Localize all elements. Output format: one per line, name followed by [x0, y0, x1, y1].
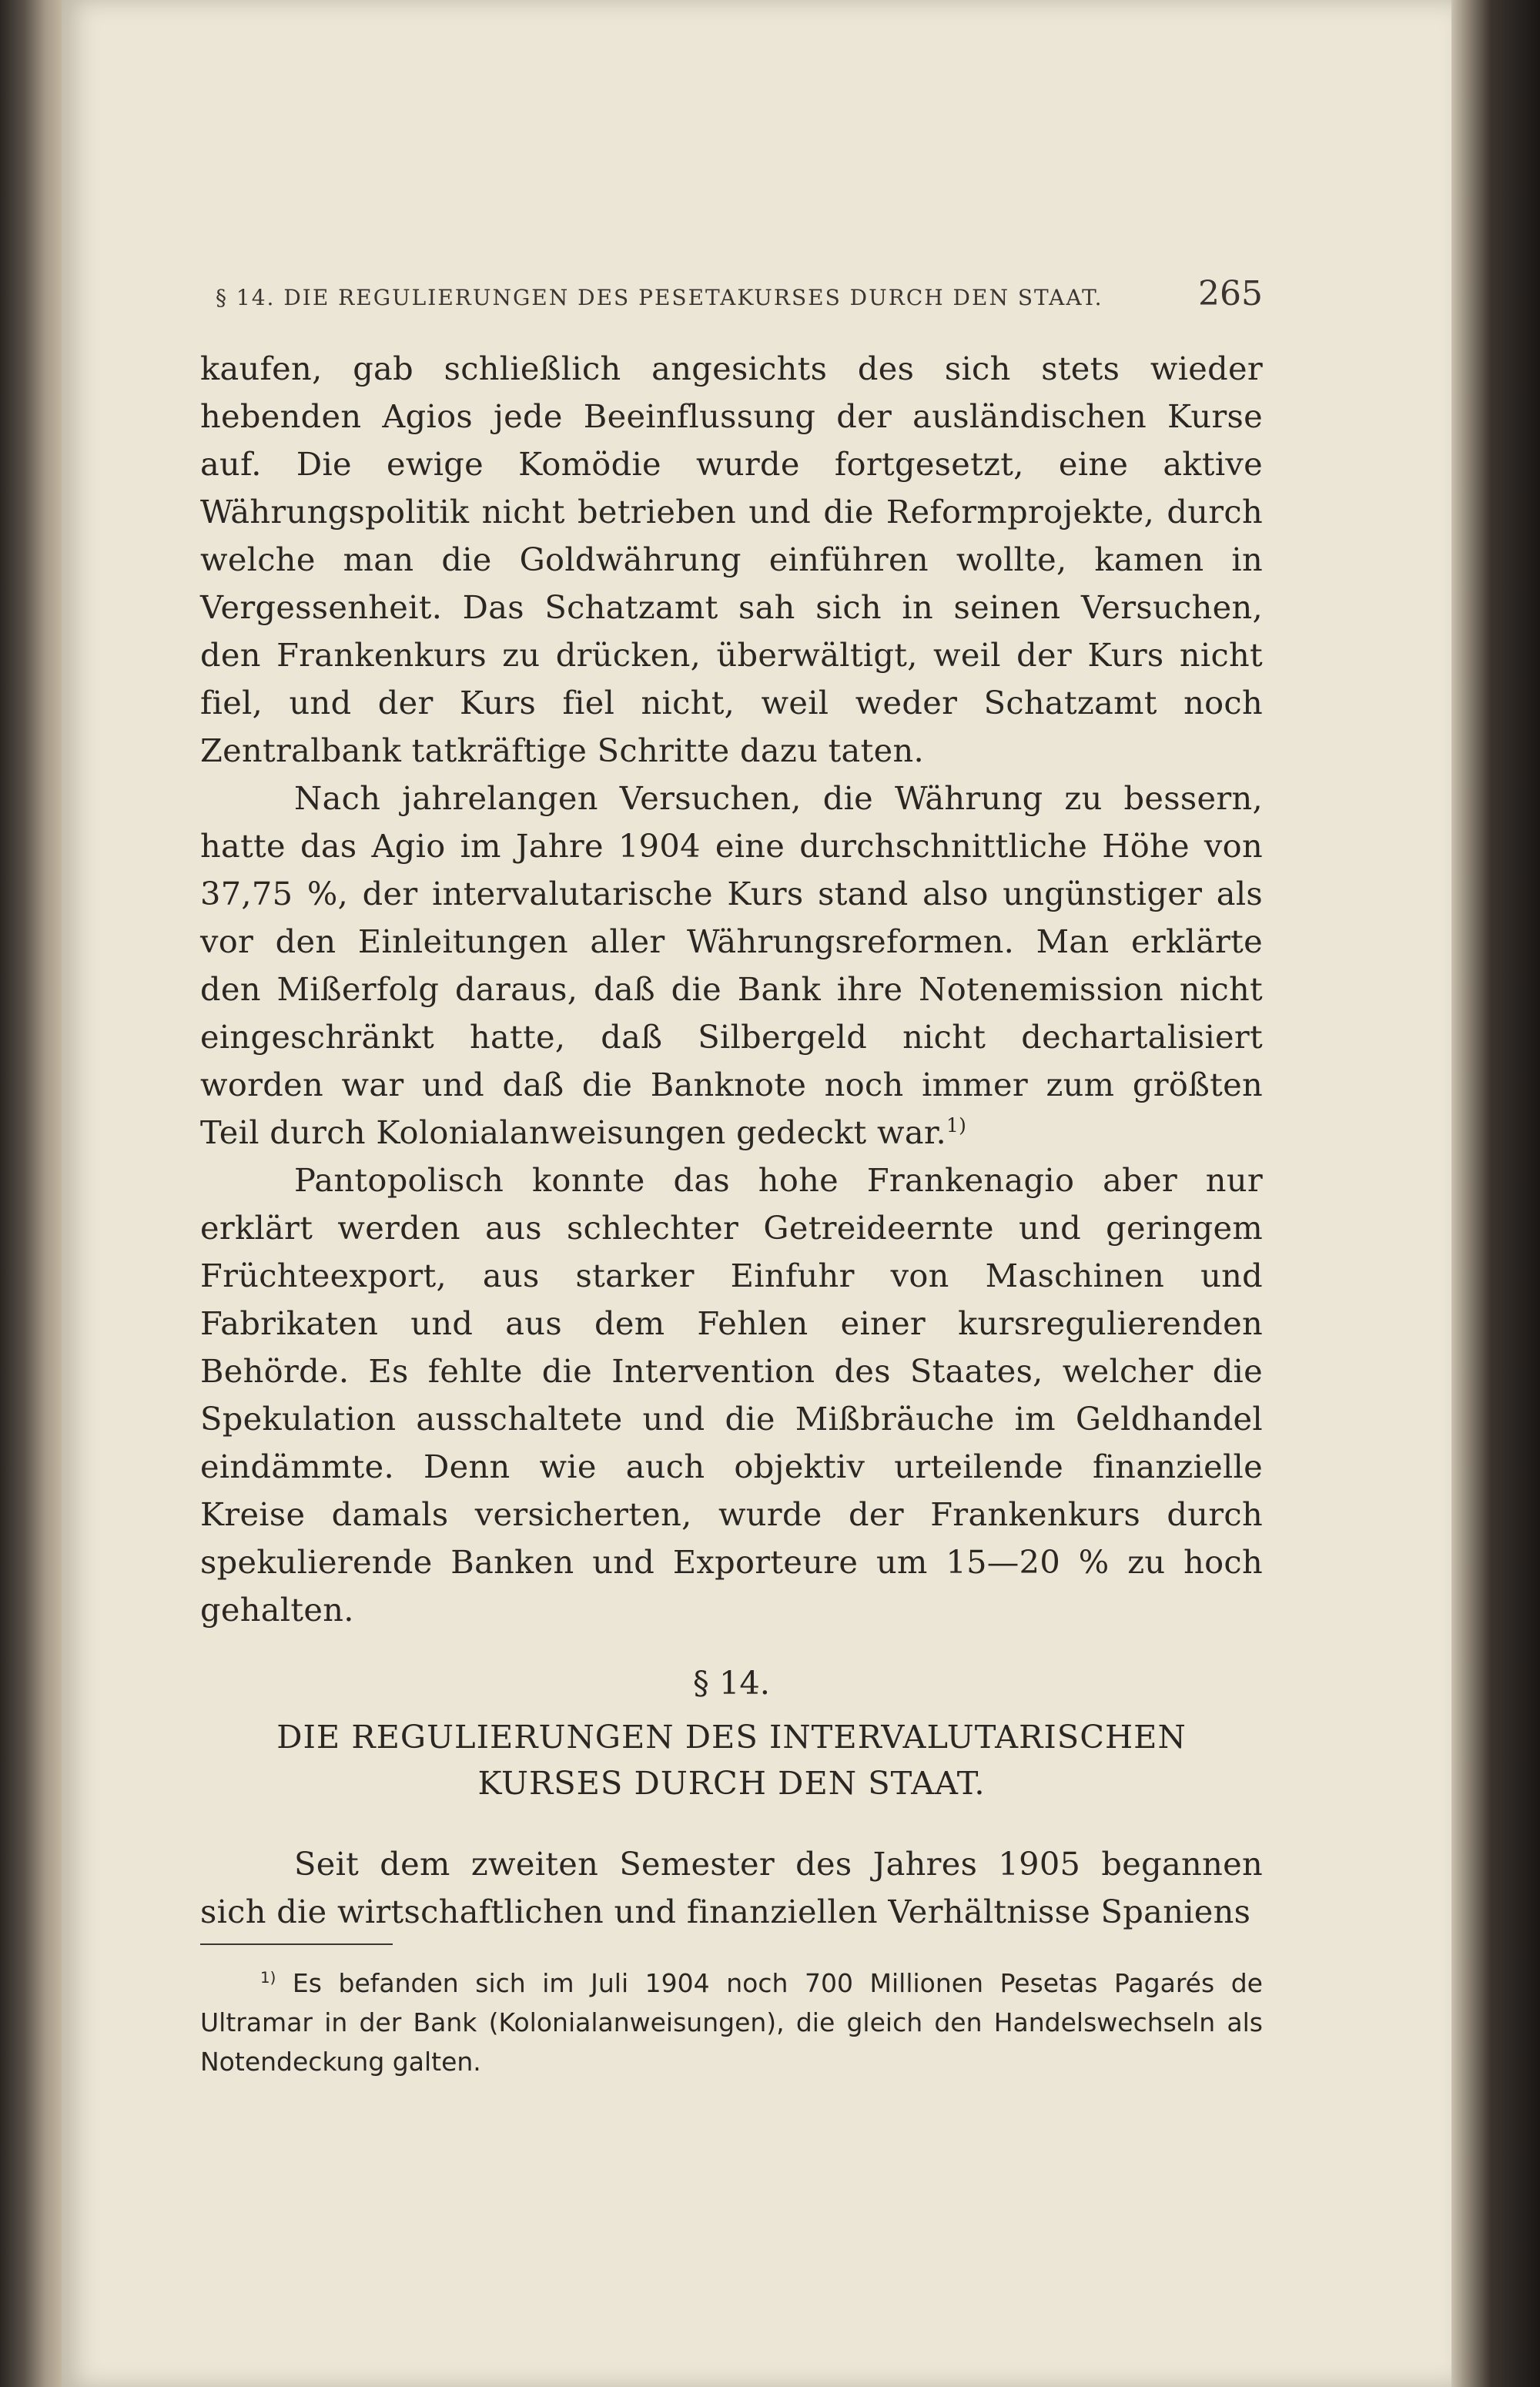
running-head — [200, 274, 1263, 320]
footnote-divider — [200, 1943, 393, 1945]
paragraph-1: kaufen, gab schließlich angesichts des sich stets wieder hebenden Agios jede Beeinflussung der ausländischen Kurse auf. Die ewige Komödie wurde fortgesetzt, eine aktive Währungspolitik nicht betrieben und die Reformprojekte, durch welche man die Goldwährung einführen wollte, kamen in Vergessenheit. Das Schatzamt sah sich in seinen Versuchen, den Frankenkurs zu drücken, überwältigt, weil der Kurs nicht fiel, und der Kurs fiel nicht, weil weder Schatzamt noch Zentralbank tatkräftige Schritte dazu taten. — [200, 350, 1263, 769]
book-binding-left — [0, 0, 69, 2387]
paragraph-2-text: Nach jahrelangen Versuchen, die Währung zu bessern, hatte das Agio im Jahre 1904 eine durchschnittliche Höhe von 37,75 %, der intervalutarische Kurs stand also ungünstiger als vor den Einleitungen aller Währungsreformen. Man erklärte den Mißerfolg daraus, daß die Bank ihre Notenemission nicht eingeschränkt hatte, daß Silbergeld nicht dechartalisiert worden war und daß die Banknote noch immer zum größten Teil durch Kolonialanweisungen gedeckt war. — [200, 779, 1263, 1151]
footnote-reference: 1) — [946, 1114, 967, 1137]
paragraph-3: Pantopolisch konnte das hohe Frankenagio aber nur erklärt werden aus schlechter Getreideernte und geringem Früchteexport, aus starker Einfuhr von Maschinen und Fabrikaten und aus dem Fehlen einer kursregulierenden Behörde. Es fehlte die Intervention des Staates, welcher die Spekulation ausschaltete und die Mißbräuche im Geldhandel eindämmte. Denn wie auch objektiv urteilende finanzielle Kreise damals versicherten, wurde der Frankenkurs durch spekulierende Banken und Exporteure um 15—20 % zu hoch gehalten. — [200, 1161, 1263, 1629]
section-paragraph-1: Seit dem zweiten Semester des Jahres 1905 begannen sich die wirtschaftlichen und finanziellen Verhältnisse Spaniens — [200, 1845, 1263, 1930]
section-title-line-1: DIE REGULIERUNGEN DES INTERVALUTARISCHEN — [276, 1718, 1187, 1756]
footnote-1 — [200, 1964, 1263, 2081]
footnote-text: Es befanden sich im Juli 1904 noch 700 Millionen Pesetas Pagarés de Ultramar in der Bank (Kolonialanweisungen), die gleich den Handelswechseln als Notendeckung galten. — [200, 1968, 1263, 2077]
book-page — [62, 0, 1451, 2387]
footnote-marker: 1) — [260, 1969, 276, 1987]
section-body — [200, 1840, 1263, 1936]
section-number: § 14. — [693, 1664, 770, 1702]
section-title-line-2: KURSES DURCH DEN STAAT. — [477, 1764, 986, 1802]
running-head-title: § 14. DIE REGULIERUNGEN DES PESETAKURSES DURCH DEN STAAT. — [216, 285, 1103, 310]
section-title — [200, 1714, 1263, 1806]
footnotes — [200, 1964, 1263, 2081]
paragraph-2 — [200, 775, 1263, 1157]
main-body — [200, 345, 1263, 1634]
page-number: 265 — [1198, 274, 1263, 313]
book-edge-right — [1451, 0, 1540, 2387]
